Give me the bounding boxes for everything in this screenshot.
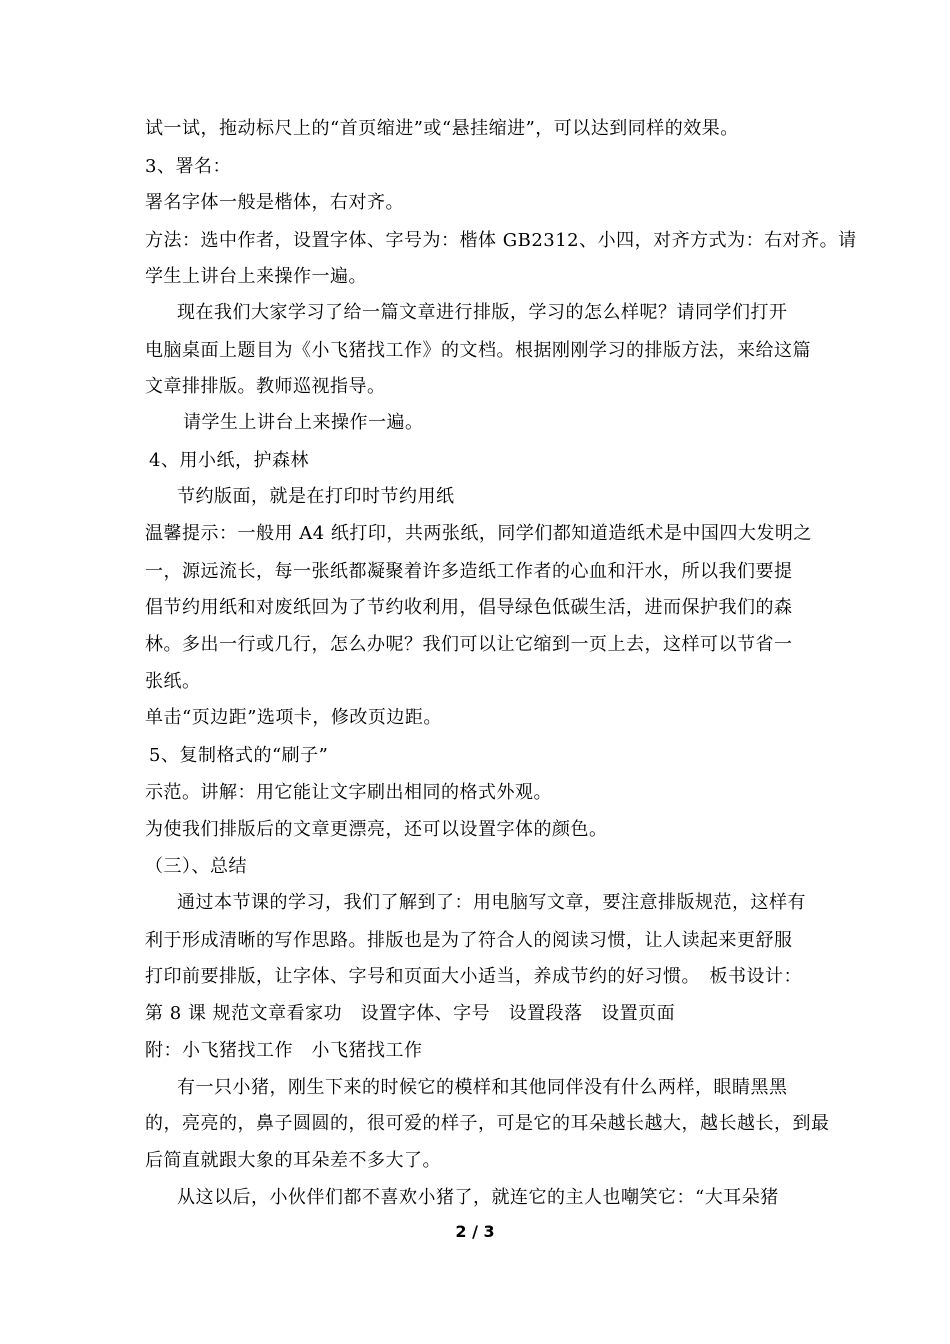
text-line: 林。多出一行或几行，怎么办呢？我们可以让它缩到一页上去，这样可以节省一 (145, 634, 793, 655)
text-line: 3、署名： (145, 156, 231, 177)
text-line: 有一只小猪，刚生下来的时候它的模样和其他同伴没有什么两样，眼睛黑黑 (177, 1077, 788, 1098)
page-number: 2 / 3 (455, 1222, 495, 1241)
text-line: 打印前要排版，让字体、字号和页面大小适当，养成节约的好习惯。 板书设计： (145, 966, 802, 987)
section-heading: （三）、总结 (145, 856, 247, 877)
text-line: 现在我们大家学习了给一篇文章进行排版，学习的怎么样呢？请同学们打开 (177, 302, 788, 323)
text-line: 通过本节课的学习，我们了解到了：用电脑写文章，要注意排版规范，这样有 (177, 892, 806, 913)
text-line: 节约版面，就是在打印时节约用纸 (177, 486, 455, 507)
text-line: 后简直就跟大象的耳朵差不多大了。 (145, 1150, 441, 1171)
text-line: 5、复制格式的“刷子” (149, 745, 329, 766)
text-line: 学生上讲台上来操作一遍。 (145, 266, 367, 287)
text-line: 电脑桌面上题目为《小飞猪找工作》的文档。根据刚刚学习的排版方法，来给这篇 (145, 340, 811, 361)
text-line: 一，源远流长，每一张纸都凝聚着许多造纸工作者的心血和汗水，所以我们要提 (145, 561, 793, 582)
text-line: 温馨提示：一般用 A4 纸打印，共两张纸，同学们都知道造纸术是中国四大发明之 (145, 523, 812, 544)
text-line: 文章排排版。教师巡视指导。 (145, 376, 386, 397)
text-line: 利于形成清晰的写作思路。排版也是为了符合人的阅读习惯，让人读起来更舒服 (145, 930, 793, 951)
text-line: 4、用小纸，护森林 (149, 450, 309, 471)
text-line: 倡节约用纸和对废纸回为了节约收利用，倡导绿色低碳生活，进而保护我们的森 (145, 597, 793, 618)
text-line: 从这以后，小伙伴们都不喜欢小猪了，就连它的主人也嘲笑它：“大耳朵猪 (177, 1187, 779, 1208)
text-line: 的，亮亮的，鼻子圆圆的，很可爱的样子，可是它的耳朵越长越大，越长越长，到最 (145, 1113, 830, 1134)
text-line: 单击“页边距”选项卡，修改页边距。 (145, 707, 442, 728)
text-line: 第 8 课 规范文章看家功 设置字体、字号 设置段落 设置页面 (145, 1003, 676, 1024)
text-line: 附：小飞猪找工作 小飞猪找工作 (145, 1040, 423, 1061)
text-line: 为使我们排版后的文章更漂亮，还可以设置字体的颜色。 (145, 819, 608, 840)
text-line: 署名字体一般是楷体，右对齐。 (145, 192, 404, 213)
text-line: 试一试，拖动标尺上的“首页缩进”或“悬挂缩进”，可以达到同样的效果。 (145, 118, 739, 139)
text-line: 张纸。 (145, 671, 201, 692)
text-line: 示范。讲解：用它能让文字刷出相同的格式外观。 (145, 782, 552, 803)
text-line: 请学生上讲台上来操作一遍。 (183, 412, 424, 433)
text-line: 方法：选中作者，设置字体、字号为：楷体 GB2312、小四，对齐方式为：右对齐。请 (145, 230, 857, 251)
